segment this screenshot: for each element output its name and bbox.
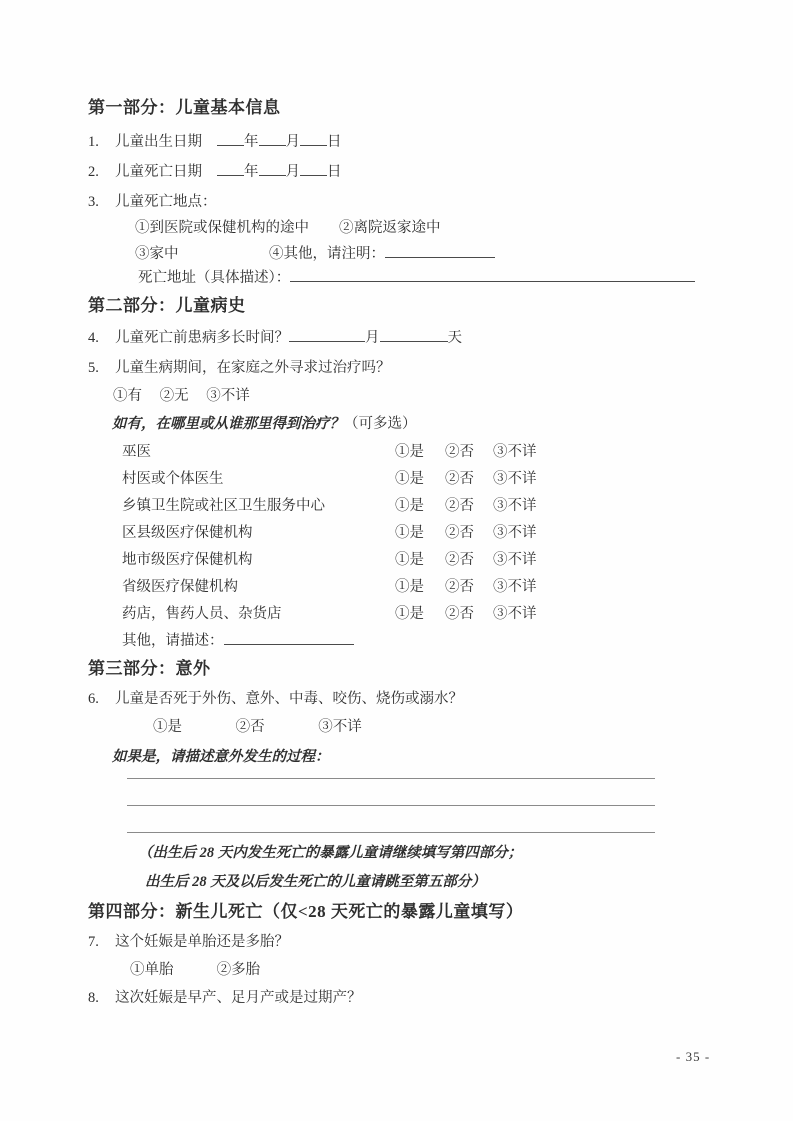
- year-unit: 年: [244, 164, 259, 180]
- answer-no: ②否: [445, 444, 474, 460]
- question-5-label: 儿童生病期间，在家庭之外寻求过治疗吗？: [115, 360, 391, 376]
- answer-no: ②否: [445, 498, 474, 514]
- write-in-line-3: [127, 806, 655, 833]
- provider-label: 巫医: [122, 444, 151, 460]
- answer-no: ②否: [445, 552, 474, 568]
- description-write-in-area: [127, 767, 655, 833]
- provider-row-city-institution: [88, 550, 707, 570]
- question-6-followup-row: 如果是，请描述意外发生的过程：: [112, 749, 330, 765]
- question-1-body: [115, 132, 342, 152]
- question-4-label: 儿童死亡前患病多长时间？: [115, 330, 289, 346]
- provider-label: 村医或个体医生: [122, 471, 224, 487]
- death-address-label: 死亡地址（具体描述）：: [138, 270, 291, 286]
- month-unit: 月: [285, 164, 300, 180]
- q7-option-multiple: ②多胎: [216, 962, 261, 978]
- q5-option-no: ②无: [159, 388, 189, 404]
- illness-days-blank: [380, 329, 448, 342]
- write-in-line-2: [127, 779, 655, 806]
- question-3-options-row-1: [135, 218, 707, 238]
- question-2-label: 儿童死亡日期: [115, 164, 202, 180]
- answer-unknown: ③不详: [493, 444, 537, 460]
- month-unit: 月: [365, 330, 380, 346]
- answer-yes: ①是: [395, 606, 424, 622]
- question-8-row: [88, 988, 707, 1008]
- question-8-number: 8.: [88, 990, 99, 1006]
- provider-row-pharmacy: [88, 604, 707, 624]
- write-in-line-1: [127, 767, 655, 779]
- question-7-options-row: [130, 960, 707, 980]
- q6-option-unknown: ③不详: [318, 719, 362, 735]
- answer-yes: ①是: [395, 579, 424, 595]
- answer-unknown: ③不详: [493, 498, 537, 514]
- question-7-number: 7.: [88, 934, 99, 950]
- answer-unknown: ③不详: [493, 525, 537, 541]
- birth-month-blank: [259, 133, 286, 146]
- answer-yes: ①是: [395, 552, 424, 568]
- death-month-blank: [259, 163, 286, 176]
- month-unit: 月: [285, 134, 300, 150]
- provider-other-blank: [224, 632, 354, 645]
- skip-note-line-1: （出生后 28 天内发生死亡的暴露儿童请继续填写第四部分；: [138, 845, 523, 861]
- question-3-number: 3.: [88, 194, 99, 210]
- q3-other-blank: [385, 245, 495, 258]
- question-6-label: 儿童是否死于外伤、意外、中毒、咬伤、烧伤或溺水？: [115, 691, 463, 707]
- death-year-blank: [217, 163, 244, 176]
- question-4-body: [115, 328, 462, 348]
- provider-row-village-doctor: [88, 469, 707, 489]
- question-6-row: [88, 689, 707, 709]
- q3-option-4: ④其他，请注明：: [269, 246, 385, 262]
- day-unit: 日: [327, 164, 342, 180]
- death-address-blank: [290, 269, 695, 282]
- question-3-row: [88, 192, 707, 212]
- answer-yes: ①是: [395, 525, 424, 541]
- q5-followup-label: 如有，在哪里或从谁那里得到治疗？: [112, 416, 344, 432]
- answer-unknown: ③不详: [493, 552, 537, 568]
- q3-option-3: ③家中: [135, 246, 179, 262]
- section-3-title: 第三部分：意外: [88, 659, 211, 678]
- question-2-row: [88, 162, 707, 182]
- provider-row-provincial-institution: [88, 577, 707, 597]
- q3-option-1: ①到医院或保健机构的途中: [135, 220, 309, 236]
- answer-no: ②否: [445, 606, 474, 622]
- provider-label: 乡镇卫生院或社区卫生服务中心: [122, 498, 325, 514]
- section-2-title: 第二部分：儿童病史: [88, 296, 246, 315]
- answer-no: ②否: [445, 471, 474, 487]
- provider-label: 区县级医疗保健机构: [122, 525, 253, 541]
- q6-option-yes: ①是: [153, 719, 182, 735]
- provider-label: 药店，售药人员、杂货店: [122, 606, 282, 622]
- question-7-label: 这个妊娠是单胎还是多胎？: [115, 934, 289, 950]
- illness-months-blank: [289, 329, 365, 342]
- section-1-title: 第一部分：儿童基本信息: [88, 98, 281, 117]
- question-5-number: 5.: [88, 360, 99, 376]
- day-unit: 日: [327, 134, 342, 150]
- death-address-row: [138, 268, 707, 288]
- q3-option-2: ②离院返家途中: [339, 220, 441, 236]
- question-1-number: 1.: [88, 134, 99, 150]
- answer-no: ②否: [445, 525, 474, 541]
- q7-option-singleton: ①单胎: [130, 962, 174, 978]
- question-5-options-row: [113, 386, 707, 406]
- provider-label: 地市级医疗保健机构: [122, 552, 253, 568]
- provider-row-county-institution: [88, 523, 707, 543]
- question-5-row: [88, 358, 707, 378]
- answer-unknown: ③不详: [493, 579, 537, 595]
- question-6-options-row: [153, 717, 707, 737]
- birth-day-blank: [300, 133, 327, 146]
- question-2-number: 2.: [88, 164, 99, 180]
- question-5-followup-row: [112, 414, 707, 434]
- q5-option-yes: ①有: [113, 388, 142, 404]
- provider-other-label: 其他，请描述：: [122, 633, 224, 649]
- q5-option-unknown: ③不详: [206, 388, 250, 404]
- answer-unknown: ③不详: [493, 471, 537, 487]
- birth-year-blank: [217, 133, 244, 146]
- question-4-number: 4.: [88, 330, 99, 346]
- question-4-row: [88, 328, 707, 348]
- death-day-blank: [300, 163, 327, 176]
- page-number: - 35 -: [676, 1049, 711, 1064]
- question-2-body: [115, 162, 342, 182]
- question-6-number: 6.: [88, 691, 99, 707]
- q5-followup-note: （可多选）: [344, 416, 417, 432]
- section-4-title: 第四部分：新生儿死亡（仅<28 天死亡的暴露儿童填写）: [88, 902, 524, 921]
- skip-note-line-2: 出生后 28 天及以后发生死亡的儿童请跳至第五部分）: [145, 874, 486, 890]
- question-7-row: [88, 932, 707, 952]
- provider-label: 省级医疗保健机构: [122, 579, 238, 595]
- question-3-options-row-2: [135, 244, 707, 264]
- question-1-row: [88, 132, 707, 152]
- answer-no: ②否: [445, 579, 474, 595]
- year-unit: 年: [244, 134, 259, 150]
- question-1-label: 儿童出生日期: [115, 134, 202, 150]
- form-content: [88, 98, 707, 1008]
- provider-row-witch-doctor: [88, 442, 707, 462]
- answer-unknown: ③不详: [493, 606, 537, 622]
- answer-yes: ①是: [395, 471, 424, 487]
- day-unit: 天: [447, 330, 462, 346]
- question-8-label: 这次妊娠是早产、足月产或是过期产？: [115, 990, 362, 1006]
- provider-other-row: [122, 631, 707, 651]
- provider-row-township-clinic: [88, 496, 707, 516]
- answer-yes: ①是: [395, 498, 424, 514]
- answer-yes: ①是: [395, 444, 424, 460]
- q6-option-no: ②否: [235, 719, 265, 735]
- question-3-label: 儿童死亡地点：: [115, 194, 217, 210]
